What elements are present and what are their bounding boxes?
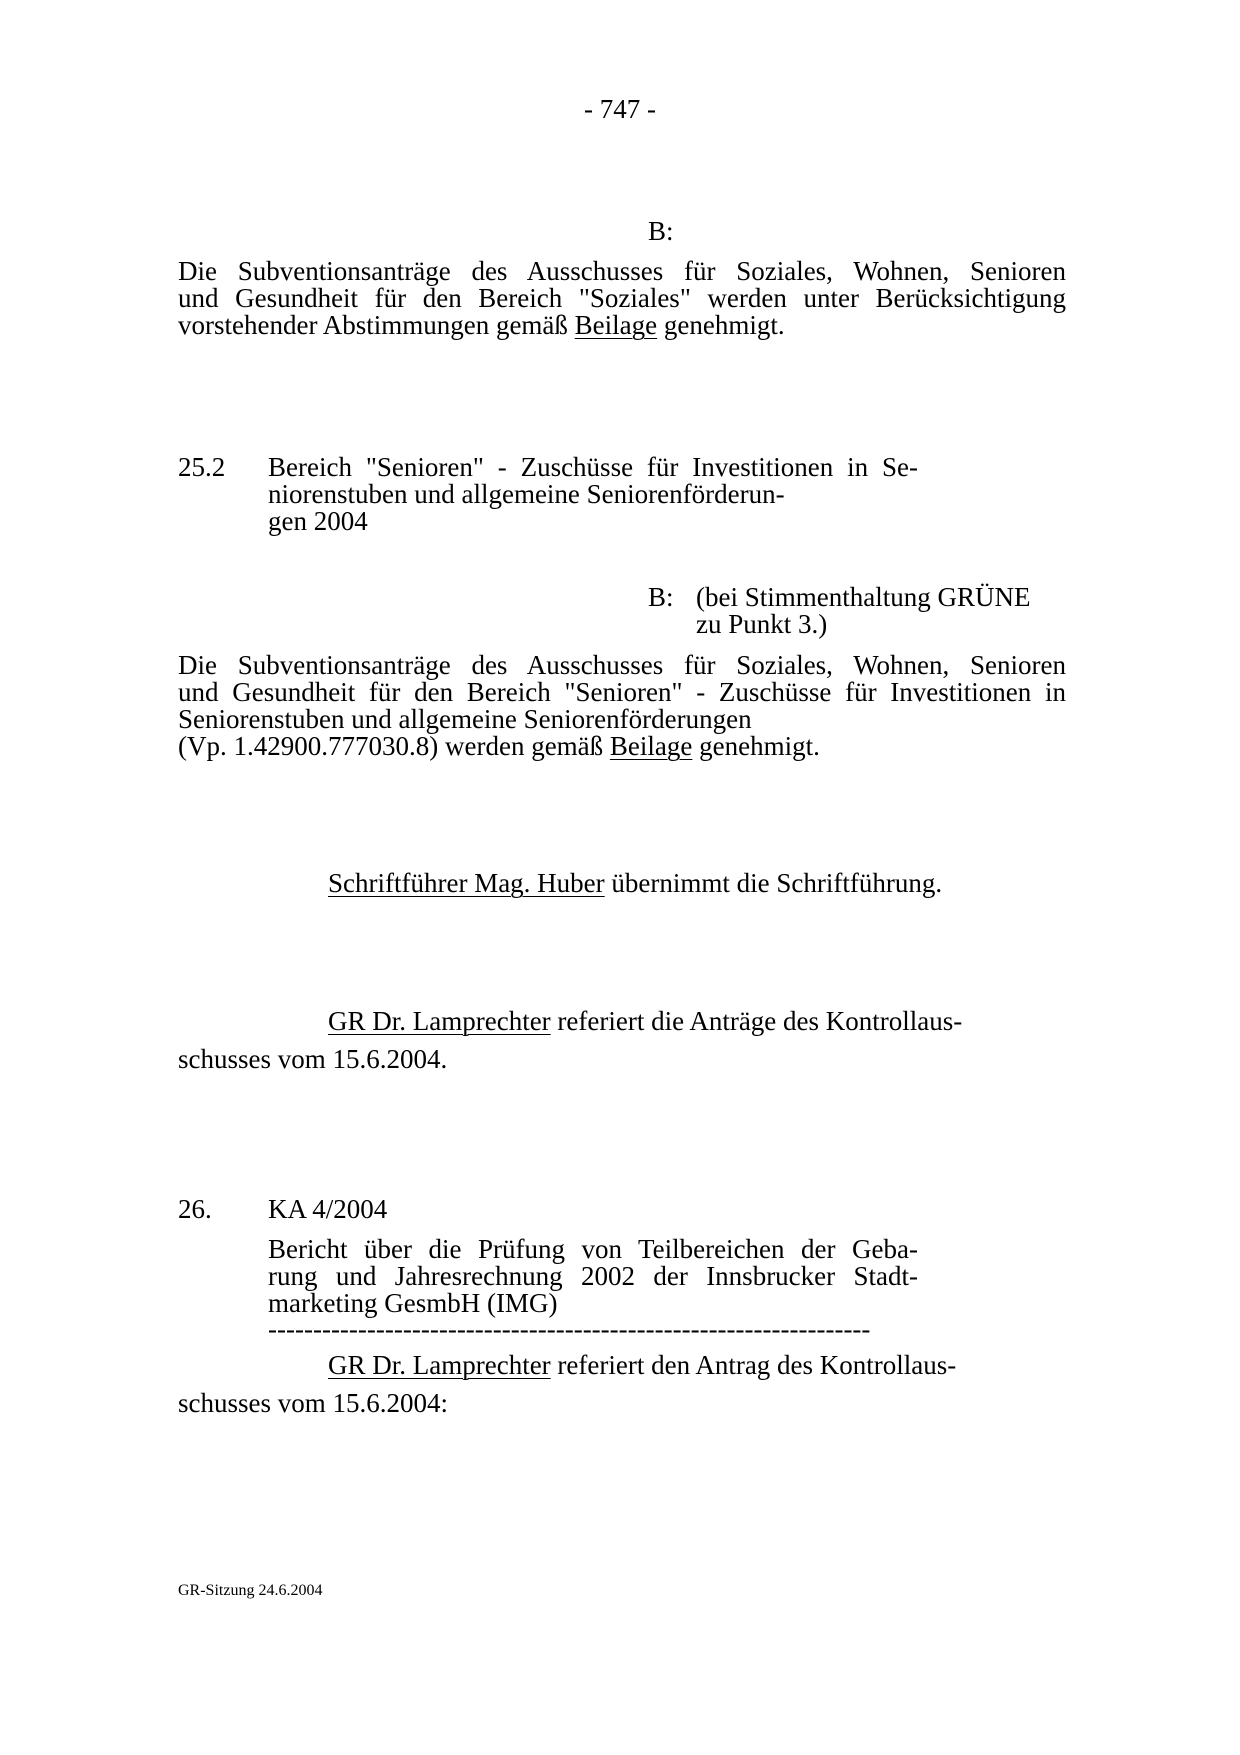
item-title-line: gen 2004 [268,506,368,536]
decision-note-line: zu Punkt 3.) [696,609,828,639]
decision-marker: B: [648,216,674,246]
beilage-link[interactable]: Beilage [609,731,693,761]
item-title-line: marketing GesmbH (IMG) [268,1288,558,1318]
person-name: GR Dr. Lamprechter [328,1006,551,1036]
text: genehmigt. [692,731,820,761]
item-title-line: Bericht über die Prüfung von Teilbereichen der Geba- [268,1234,918,1264]
item-title-line: niorenstuben und allgemeine Seniorenförderun- [268,479,785,509]
text: referiert die Anträge des Kontrollaus- [550,1006,963,1036]
text: übernimmt die Schriftführung. [604,868,943,898]
item-title-line: rung und Jahresrechnung 2002 der Innsbrucker Stadt- [268,1261,918,1291]
paragraph-line: und Gesundheit für den Bereich "Soziales" werden unter Berücksichtigung [178,283,1066,313]
item-number: 25.2 [178,452,226,482]
person-name: Schriftführer Mag. Huber [328,868,605,898]
separator-line: ------------------------------------------------------------------- [268,1316,871,1343]
paragraph-line: und Gesundheit für den Bereich "Senioren" - Zuschüsse für Investitionen in [178,677,1066,707]
referat-line [328,1008,962,1035]
text: (Vp. 1.42900.777030.8) werden gemäß [178,731,610,761]
item-number: 26. [178,1194,212,1224]
item-code: KA 4/2004 [268,1194,388,1224]
decision-note-line: (bei Stimmenthaltung GRÜNE [696,582,1031,612]
text: genehmigt. [657,310,785,340]
paragraph-line: Die Subventionsanträge des Ausschusses für Soziales, Wohnen, Senioren [178,256,1066,286]
beilage-link[interactable]: Beilage [574,310,658,340]
referat-continuation: schusses vom 15.6.2004: [178,1388,448,1418]
paragraph-line: Seniorenstuben und allgemeine Seniorenförderungen [178,704,752,734]
schriftfuehrer-line [328,870,942,897]
paragraph-last-line [178,312,1066,339]
paragraph-line: Die Subventionsanträge des Ausschusses für Soziales, Wohnen, Senioren [178,650,1066,680]
text: referiert den Antrag des Kontrollaus- [550,1350,957,1380]
paragraph-last-line [178,733,1066,760]
item-title-line: Bereich "Senioren" - Zuschüsse für Investitionen in Se- [268,452,918,482]
referat-continuation: schusses vom 15.6.2004. [178,1044,448,1074]
page-number: - 747 - [584,94,656,124]
referat-line [328,1352,956,1379]
person-name: GR Dr. Lamprechter [328,1350,551,1380]
footer: GR-Sitzung 24.6.2004 [178,1582,323,1599]
decision-marker: B: [648,582,674,612]
text: vorstehender Abstimmungen gemäß [178,310,575,340]
